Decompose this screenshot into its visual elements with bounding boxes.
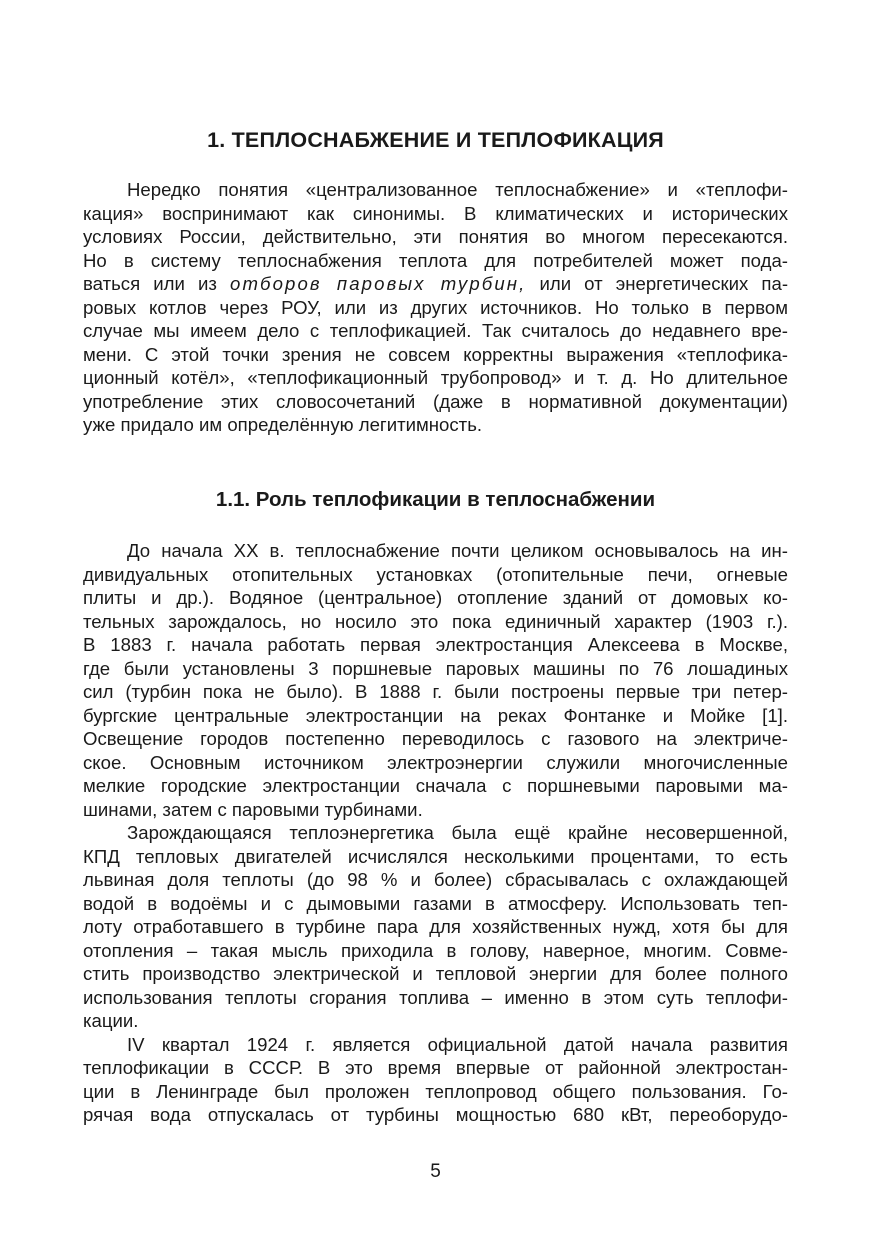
text-segment: или от энергетических па- (526, 273, 789, 294)
text-line: ское. Основным источником электроэнергии служили многочисленные (83, 751, 788, 773)
text-line: стить производство электрической и тепловой энергии для более полного (83, 963, 788, 984)
text-line: теплофикации в СССР. В это время впервые от районной электростан- (83, 1057, 788, 1078)
text-line: кации. (83, 1010, 139, 1031)
text-line: рячая вода отпускалась от турбины мощностью 680 кВт, переоборудо- (83, 1104, 788, 1125)
section-title: 1.1. Роль теплофикации в теплоснабжении (215, 488, 656, 511)
text-line: где были установлены 3 поршневые паровых машины по 76 лошадиных (83, 657, 788, 679)
text-line: бургские центральные электростанции на реках Фонтанке и Мойке [1]. (83, 704, 788, 726)
text-line: отопления – такая мысль приходила в голову, наверное, многим. Совме- (83, 939, 788, 961)
text-line: ции в Ленинграде был проложен теплопровод общего пользования. Го- (83, 1080, 788, 1102)
text-line: использования теплоты сгорания топлива – именно в этом суть теплофи- (83, 986, 788, 1008)
text-line: IV квартал 1924 г. является официальной датой начала развития (127, 1033, 788, 1055)
text-line: До начала XX в. теплоснабжение почти целиком основывалось на ин- (127, 540, 788, 561)
text-line: шинами, затем с паровыми турбинами. (83, 798, 423, 820)
text-line: водой в водоёмы и с дымовыми газами в атмосферу. Использовать теп- (83, 892, 788, 914)
text-line: условиях России, действительно, эти понятия во многом пересекаются. (83, 226, 788, 247)
intro-text (83, 178, 788, 437)
text-line: плиты и др.). Водяное (центральное) отопление зданий от домовых ко- (83, 587, 788, 608)
text-line: кация» воспринимают как синонимы. В климатических и исторических (83, 202, 788, 224)
text-line: КПД тепловых двигателей исчислялся несколькими процентами, то есть (83, 845, 788, 867)
text-line: употребление этих словосочетаний (даже в нормативной документации) (83, 390, 788, 412)
paragraph (83, 539, 788, 821)
paragraph (83, 1033, 788, 1127)
text-line: мелкие городские электростанции сначала с поршневыми паровыми ма- (83, 775, 788, 796)
text-line: В 1883 г. начала работать первая электростанция Алексеева в Москве, (83, 634, 788, 655)
paragraph (83, 821, 788, 1033)
text-segment: ваться или из (83, 273, 230, 294)
chapter-heading: 1. ТЕПЛОСНАБЖЕНИЕ И ТЕПЛОФИКАЦИЯ (207, 128, 664, 152)
paragraph (83, 178, 788, 437)
section-body (83, 539, 788, 1127)
text-line: ровых котлов через РОУ, или из других источников. Но только в первом (83, 296, 788, 318)
text-line: лоту отработавшего в турбине пара для хозяйственных нужд, хотя бы для (83, 916, 788, 937)
text-line: мени. С этой точки зрения не совсем корректны выражения «теплофика- (83, 343, 788, 365)
text-line: сил (турбин пока не было). В 1888 г. были построены первые три петер- (83, 681, 788, 702)
text-line: Зарождающаяся теплоэнергетика была ещё крайне несовершенной, (127, 822, 788, 843)
text-line: ционный котёл», «теплофикационный трубопровод» и т. д. Но длительное (83, 367, 788, 388)
text-line: львиная доля теплоты (до 98 % и более) сбрасывалась с охлаждающей (83, 869, 788, 890)
text-line (83, 272, 788, 296)
emphasized-term: отборов паровых турбин, (230, 273, 527, 294)
text-line: дивидуальных отопительных установках (отопительные печи, огневые (83, 563, 788, 585)
text-line: Освещение городов постепенно переводилось с газового на электриче- (83, 728, 788, 749)
text-line: случае мы имеем дело с теплофикацией. Так считалось до недавнего вре- (83, 320, 788, 341)
text-line: уже придало им определённую легитимность. (83, 414, 483, 435)
text-line: тельных зарождалось, но носило это пока единичный характер (1903 г.). (83, 610, 788, 632)
text-line: Но в систему теплоснабжения теплота для потребителей может пода- (83, 249, 788, 271)
page-number: 5 (430, 1161, 441, 1182)
text-line: Нередко понятия «централизованное теплоснабжение» и «теплофи- (127, 179, 788, 200)
